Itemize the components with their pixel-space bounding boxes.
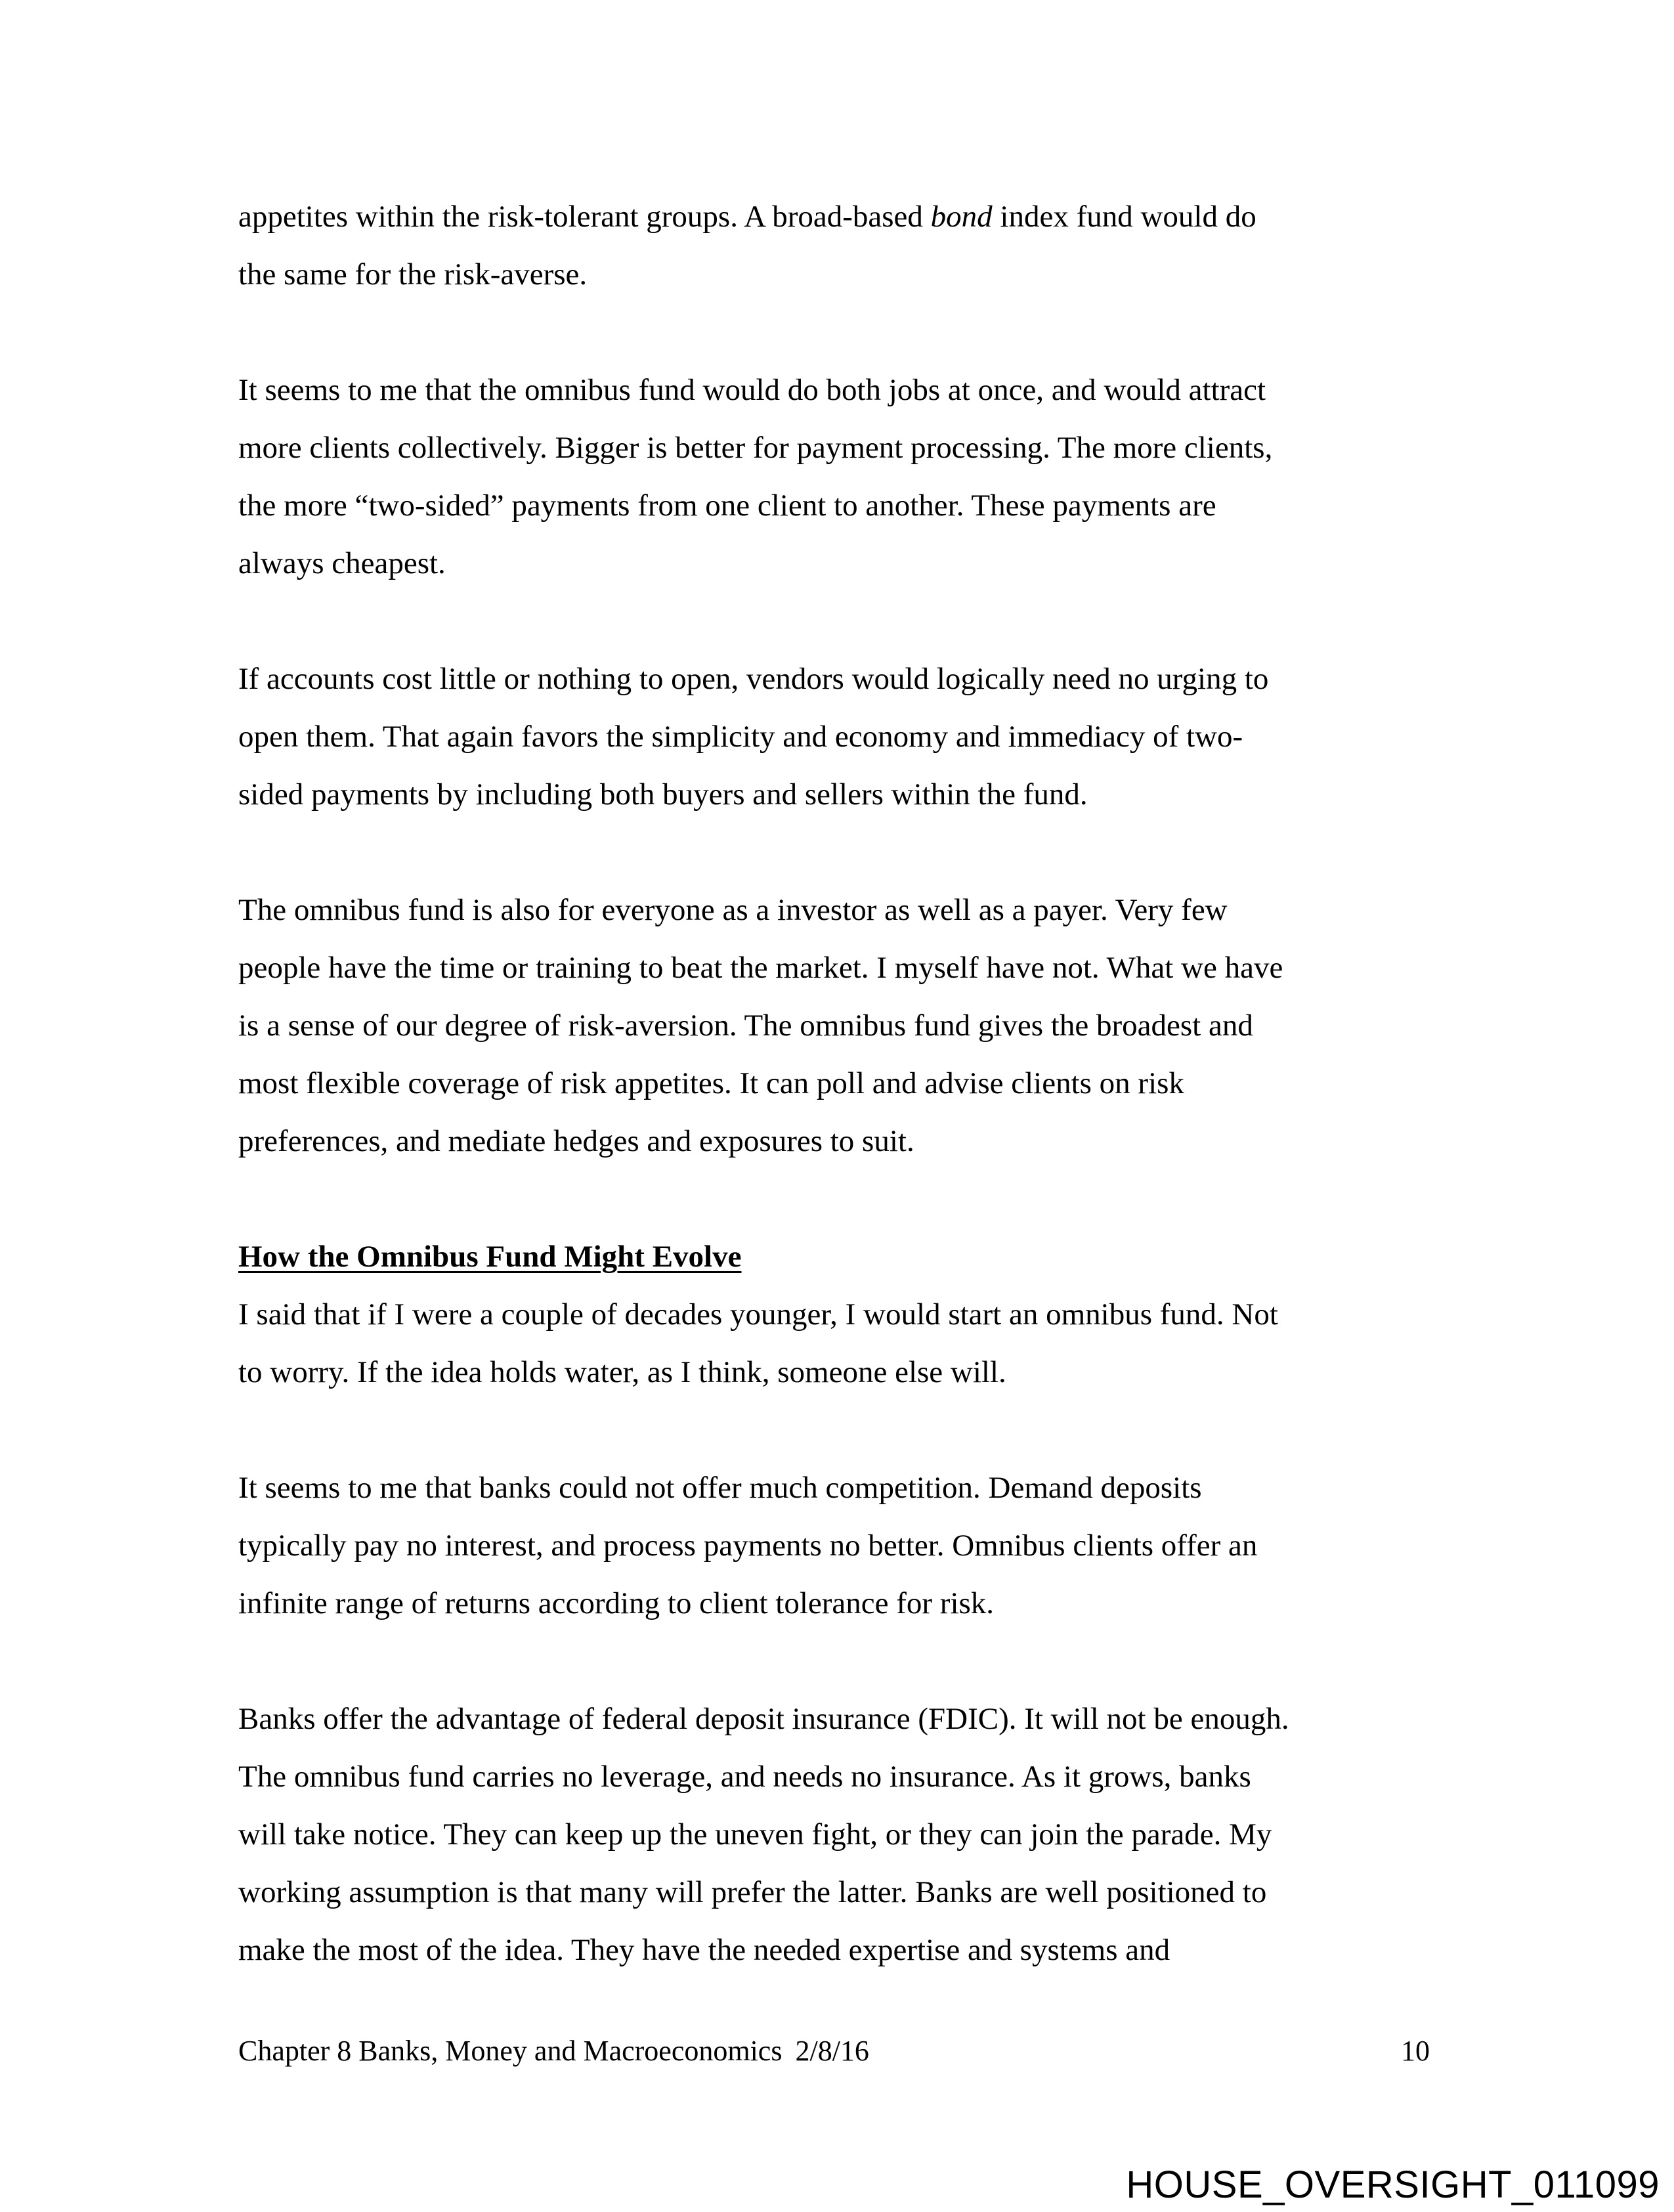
paragraph-4 [238, 881, 1440, 1170]
text-line: Banks offer the advantage of federal deposit insurance (FDIC). It will not be enough. [238, 1702, 1289, 1736]
footer-date: 2/8/16 [795, 2035, 869, 2067]
paragraph-spacer [238, 592, 1440, 650]
italic-text-segment: bond [930, 200, 993, 234]
paragraph-spacer [238, 1170, 1440, 1228]
paragraph-3 [238, 650, 1440, 823]
text-line: It seems to me that the omnibus fund would do both jobs at once, and would attract [238, 373, 1266, 407]
paragraph-6 [238, 1459, 1440, 1632]
paragraph-spacer [238, 303, 1440, 361]
text-line: open them. That again favors the simplicity and economy and immediacy of two- [238, 720, 1243, 754]
text-line: always cheapest. [238, 546, 446, 580]
text-segment: index fund would do [992, 200, 1256, 234]
text-line: sided payments by including both buyers and sellers within the fund. [238, 777, 1088, 812]
text-line: I said that if I were a couple of decades younger, I would start an omnibus fund. Not [238, 1297, 1278, 1332]
footer-title [238, 2034, 869, 2068]
paragraph-1 [238, 188, 1440, 303]
text-line: working assumption is that many will prefer the latter. Banks are well positioned to [238, 1875, 1267, 1909]
paragraph-spacer [238, 823, 1440, 881]
text-line: is a sense of our degree of risk-aversion. The omnibus fund gives the broadest and [238, 1008, 1253, 1043]
text-line: the same for the risk-averse. [238, 257, 588, 292]
text-line: typically pay no interest, and process payments no better. Omnibus clients offer an [238, 1529, 1258, 1563]
paragraph-7 [238, 1690, 1440, 1979]
page-number: 10 [1401, 2035, 1430, 2067]
paragraph-5 [238, 1286, 1440, 1401]
bates-stamp: HOUSE_OVERSIGHT_011099 [1126, 2163, 1660, 2206]
page-footer [238, 2034, 1430, 2068]
text-line: preferences, and mediate hedges and exposures to suit. [238, 1124, 914, 1158]
paragraph-2 [238, 361, 1440, 592]
text-line: If accounts cost little or nothing to open, vendors would logically need no urging to [238, 662, 1269, 696]
text-line: people have the time or training to beat the market. I myself have not. What we have [238, 951, 1283, 985]
text-line: The omnibus fund carries no leverage, and needs no insurance. As it grows, banks [238, 1760, 1251, 1794]
body-text [238, 188, 1440, 1979]
text-line: make the most of the idea. They have the needed expertise and systems and [238, 1933, 1170, 1967]
text-line: will take notice. They can keep up the uneven fight, or they can join the parade. My [238, 1817, 1272, 1852]
section-heading: How the Omnibus Fund Might Evolve [238, 1240, 742, 1274]
text-line [238, 188, 1440, 246]
text-line: more clients collectively. Bigger is better for payment processing. The more clients, [238, 431, 1273, 465]
text-line: most flexible coverage of risk appetites. It can poll and advise clients on risk [238, 1066, 1184, 1100]
paragraph-spacer [238, 1401, 1440, 1459]
text-line: infinite range of returns according to client tolerance for risk. [238, 1586, 995, 1620]
text-line: The omnibus fund is also for everyone as a investor as well as a payer. Very few [238, 893, 1228, 927]
text-line: It seems to me that banks could not offer much competition. Demand deposits [238, 1471, 1202, 1505]
footer-chapter-label: Chapter 8 Banks, Money and Macroeconomics [238, 2035, 783, 2067]
text-segment: appetites within the risk-tolerant groups. A broad-based [238, 200, 931, 234]
text-line: the more “two-sided” payments from one client to another. These payments are [238, 488, 1216, 523]
paragraph-spacer [238, 1632, 1440, 1690]
text-line: to worry. If the idea holds water, as I think, someone else will. [238, 1355, 1006, 1389]
